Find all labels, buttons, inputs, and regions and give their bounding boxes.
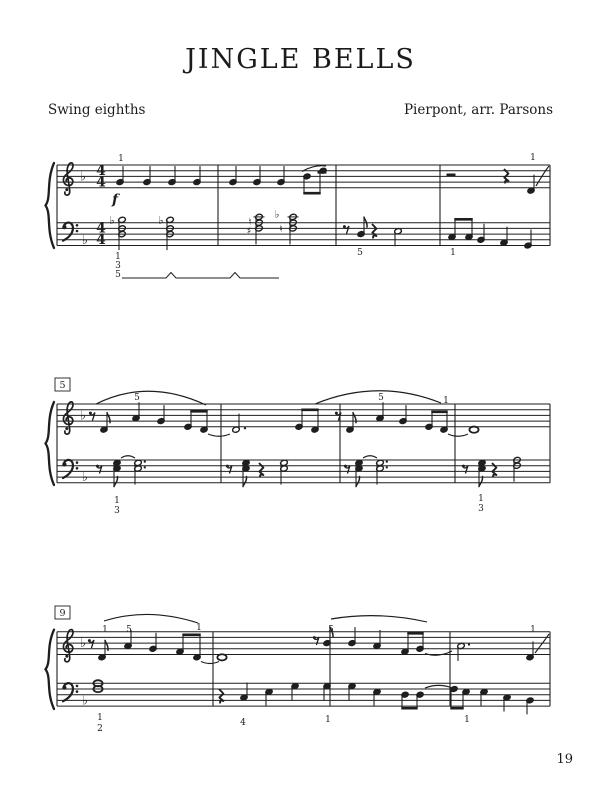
bass-clef-dot xyxy=(76,690,79,693)
quarter-rest xyxy=(492,463,496,477)
beam xyxy=(301,409,318,412)
finger-number: 3 xyxy=(115,261,121,271)
beam xyxy=(450,707,463,710)
bass-clef-dot xyxy=(76,467,79,470)
bass-clef-head xyxy=(62,225,66,229)
accidental-flat-icon: ♭ xyxy=(80,635,86,651)
accidental-sharp-icon: ♯ xyxy=(246,226,252,237)
half-rest xyxy=(447,174,456,177)
page-number: 19 xyxy=(556,752,573,767)
grand-staff-brace xyxy=(46,163,55,248)
slur xyxy=(448,434,468,436)
beam xyxy=(182,634,200,637)
treble-clef-icon xyxy=(63,402,73,434)
beam xyxy=(190,410,207,413)
finger-number: 5 xyxy=(134,393,140,403)
slur xyxy=(201,662,219,664)
finger-number: 5 xyxy=(328,625,334,635)
bass-clef-head xyxy=(62,686,66,690)
measure-number: 5 xyxy=(59,380,66,391)
accidental-flat-icon: ♭ xyxy=(158,213,164,227)
beam xyxy=(303,192,320,195)
accidental-flat-icon: ♭ xyxy=(82,231,88,247)
slur xyxy=(331,616,427,622)
accidental-flat-icon: ♭ xyxy=(80,407,86,423)
whole-rest xyxy=(318,171,327,174)
finger-number: 1 xyxy=(118,154,124,164)
accidental-flat-icon: ♭ xyxy=(82,692,88,708)
eighth-rest-dot xyxy=(96,465,99,468)
finger-number: 1 xyxy=(478,494,484,504)
time-signature-denominator: 4 xyxy=(96,174,106,191)
accidental-natural-icon: ♮ xyxy=(279,223,283,235)
finger-number: 3 xyxy=(114,506,120,516)
time-signature-denominator: 4 xyxy=(96,232,106,248)
beam xyxy=(401,707,417,710)
quarter-rest xyxy=(219,689,223,703)
finger-number: 5 xyxy=(378,393,384,403)
finger-number: 1 xyxy=(450,248,456,258)
piece-title: JINGLE BELLS xyxy=(185,44,416,75)
accidental-natural-icon: ♮ xyxy=(248,217,252,228)
augmentation-dot xyxy=(468,643,470,645)
bass-clef-dot xyxy=(76,461,79,464)
eighth-rest-dot xyxy=(88,639,91,642)
finger-number: 1 xyxy=(325,715,331,725)
treble-clef-dot xyxy=(65,188,68,191)
finger-number: 1 xyxy=(115,252,121,262)
eighth-rest-dot xyxy=(462,465,465,468)
slur xyxy=(96,391,206,405)
music-system-2 xyxy=(46,378,551,516)
finger-number: 2 xyxy=(97,724,103,734)
slur xyxy=(121,456,135,458)
time-signature-numerator: 4 xyxy=(96,220,106,237)
finger-number: 4 xyxy=(240,718,246,728)
slur xyxy=(208,434,230,436)
finger-number: 1 xyxy=(443,396,449,406)
finger-number: 1 xyxy=(102,625,108,635)
accidental-flat-icon: ♭ xyxy=(109,213,115,227)
slur xyxy=(363,456,377,458)
finger-number: 1 xyxy=(530,625,536,635)
accidental-flat-icon: ♭ xyxy=(80,168,86,184)
finger-number: 1 xyxy=(464,715,470,725)
augmentation-dot xyxy=(144,466,146,468)
bass-clef-dot xyxy=(76,230,79,233)
music-system-1 xyxy=(46,153,551,280)
notehead-whole xyxy=(217,654,226,660)
quarter-rest xyxy=(372,224,376,238)
composer-credit: Pierpont, arr. Parsons xyxy=(403,102,553,118)
bass-clef-dot xyxy=(76,224,79,227)
beam xyxy=(454,218,472,221)
eighth-rest-dot xyxy=(335,412,338,415)
treble-clef-dot xyxy=(65,655,68,658)
finger-number: 1 xyxy=(196,623,202,633)
treble-clef-icon xyxy=(63,163,73,195)
eighth-rest-dot xyxy=(343,225,346,228)
quarter-rest xyxy=(259,463,263,477)
bass-clef-head xyxy=(62,462,66,466)
finger-number: 5 xyxy=(126,625,132,635)
finger-number: 1 xyxy=(530,153,536,163)
grand-staff-brace xyxy=(46,630,55,709)
finger-number: 5 xyxy=(115,270,121,280)
treble-clef-dot xyxy=(65,427,68,430)
augmentation-dot xyxy=(244,427,246,429)
eighth-rest-dot xyxy=(226,465,229,468)
accidental-flat-icon: ♭ xyxy=(274,209,280,221)
finger-number: 1 xyxy=(114,496,120,506)
beam xyxy=(407,632,423,635)
tempo-marking: Swing eighths xyxy=(48,102,146,118)
slur xyxy=(104,614,198,623)
notehead-whole xyxy=(469,427,478,433)
grand-staff-brace xyxy=(46,402,55,485)
phrase-bracket xyxy=(122,273,279,279)
beam xyxy=(431,411,447,414)
slur xyxy=(425,685,451,688)
time-signature-numerator: 4 xyxy=(96,163,106,179)
finger-number: 5 xyxy=(357,248,363,258)
treble-clef-icon xyxy=(63,630,73,662)
accidental-flat-icon: ♭ xyxy=(82,469,88,485)
bass-clef-dot xyxy=(76,685,79,688)
eighth-rest-dot xyxy=(89,412,92,415)
augmentation-dot xyxy=(386,461,388,463)
measure-number: 9 xyxy=(59,608,66,619)
finger-number: 3 xyxy=(478,504,484,514)
augmentation-dot xyxy=(144,461,146,463)
eighth-rest-dot xyxy=(313,636,316,639)
eighth-rest-dot xyxy=(344,465,347,468)
finger-number: 1 xyxy=(97,713,103,723)
augmentation-dot xyxy=(386,466,388,468)
dynamic-marking: f xyxy=(111,192,119,208)
music-system-3 xyxy=(46,606,551,734)
